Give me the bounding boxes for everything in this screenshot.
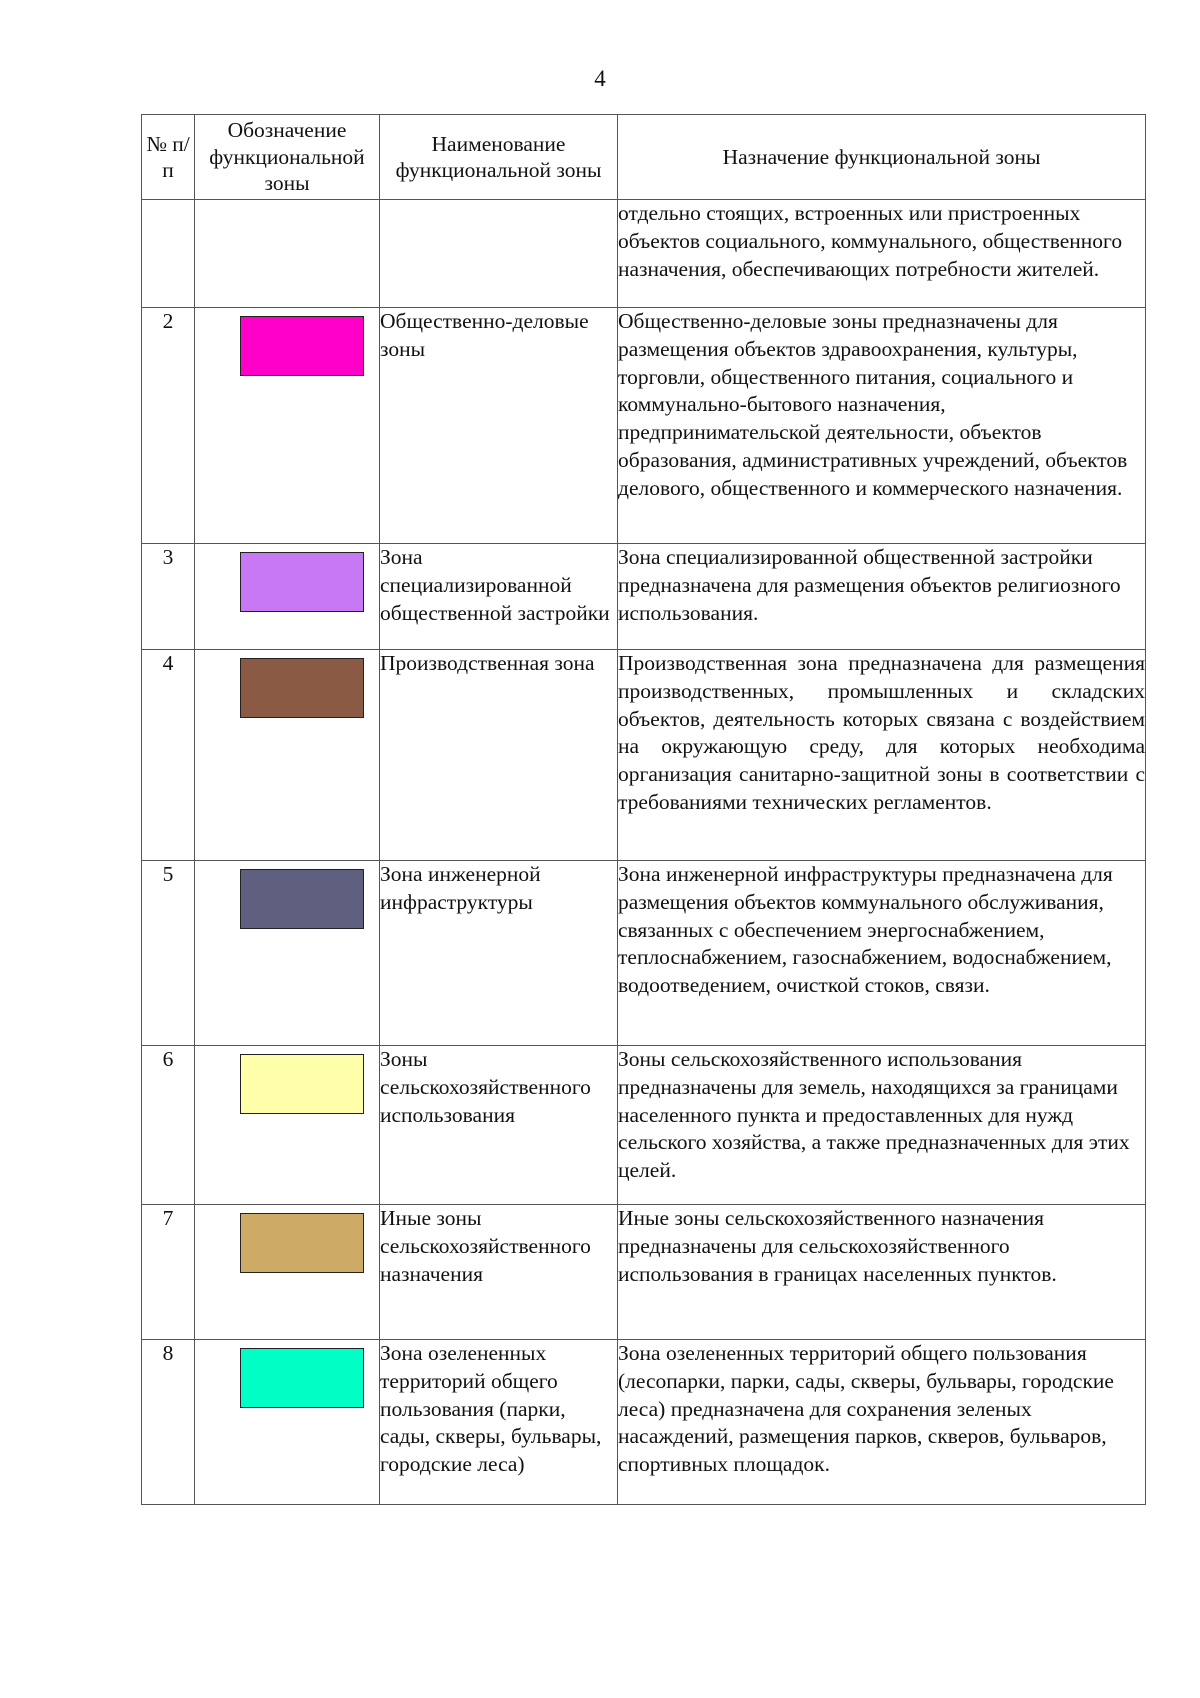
zone-name: Зона инженерной инфраструктуры: [380, 861, 618, 1046]
table-row: [142, 544, 1146, 650]
zone-name: Производственная зона: [380, 650, 618, 861]
table-row: [142, 200, 1146, 308]
table-row: [142, 1340, 1146, 1505]
zone-swatch-cell: [195, 308, 380, 544]
header-name: Наименование функциональной зоны: [380, 115, 618, 200]
zone-swatch-cell: [195, 1046, 380, 1205]
zone-description: Производственная зона предназначена для размещения производственных, промышленных и складских объектов, деятельность которых связана с воздействием на окружающую среду, для которых необходима организация санитарно-защитной зоны в соответствии с требованиями технических регламентов.: [618, 650, 1146, 861]
functional-zones-table: [141, 114, 1146, 1505]
row-number: [142, 200, 195, 308]
zone-color-swatch: [240, 552, 364, 612]
table-body: [142, 200, 1146, 1505]
header-num: № п/п: [142, 115, 195, 200]
zone-swatch-cell: [195, 544, 380, 650]
row-number: 8: [142, 1340, 195, 1505]
row-number: 5: [142, 861, 195, 1046]
zone-color-swatch: [240, 658, 364, 718]
row-number: 6: [142, 1046, 195, 1205]
zone-swatch-cell: [195, 1340, 380, 1505]
zone-color-swatch: [240, 316, 364, 376]
header-purpose: Назначение функциональной зоны: [618, 115, 1146, 200]
header-designation: Обозначение функциональной зоны: [195, 115, 380, 200]
zone-color-swatch: [240, 1213, 364, 1273]
table-row: [142, 1205, 1146, 1340]
zone-description: Зона инженерной инфраструктуры предназначена для размещения объектов коммунального обслуживания, связанных с обеспечением энергоснабжением, теплоснабжением, газоснабжением, водоснабжением, водоотведением, очисткой стоков, связи.: [618, 861, 1146, 1046]
zone-name: Зона специализированной общественной застройки: [380, 544, 618, 650]
table-row: [142, 308, 1146, 544]
zone-name: Зоны сельскохозяйственного использования: [380, 1046, 618, 1205]
row-number: 3: [142, 544, 195, 650]
zone-description: Общественно-деловые зоны предназначены для размещения объектов здравоохранения, культуры, торговли, общественного питания, социального и коммунально-бытового назначения, предпринимательской деятельности, объектов образования, административных учреждений, объектов делового, общественного и коммерческого назначения.: [618, 308, 1146, 544]
zone-description: отдельно стоящих, встроенных или пристроенных объектов социального, коммунального, общественного назначения, обеспечивающих потребности жителей.: [618, 200, 1146, 308]
zone-swatch-cell: [195, 861, 380, 1046]
zone-swatch-cell: [195, 200, 380, 308]
table-row: [142, 1046, 1146, 1205]
table-row: [142, 861, 1146, 1046]
zone-name: Общественно-деловые зоны: [380, 308, 618, 544]
zone-description: Зона специализированной общественной застройки предназначена для размещения объектов религиозного использования.: [618, 544, 1146, 650]
row-number: 4: [142, 650, 195, 861]
page-number: 4: [594, 66, 606, 91]
table-row: [142, 650, 1146, 861]
zone-color-swatch: [240, 1348, 364, 1408]
zone-swatch-cell: [195, 1205, 380, 1340]
zone-name: Зона озелененных территорий общего пользования (парки, сады, скверы, бульвары, городские леса): [380, 1340, 618, 1505]
zone-description: Зона озелененных территорий общего пользования (лесопарки, парки, сады, скверы, бульвары, городские леса) предназначена для сохранения зеленых насаждений, размещения парков, скверов, бульваров, спортивных площадок.: [618, 1340, 1146, 1505]
zone-swatch-cell: [195, 650, 380, 861]
row-number: 7: [142, 1205, 195, 1340]
zone-name: [380, 200, 618, 308]
zone-name: Иные зоны сельскохозяйственного назначения: [380, 1205, 618, 1340]
zone-description: Зоны сельскохозяйственного использования предназначены для земель, находящихся за границами населенного пункта и предоставленных для нужд сельского хозяйства, а также предназначенных для этих целей.: [618, 1046, 1146, 1205]
header-row: [142, 115, 1146, 200]
row-number: 2: [142, 308, 195, 544]
zone-color-swatch: [240, 869, 364, 929]
table-header: [142, 115, 1146, 200]
zone-color-swatch: [240, 1054, 364, 1114]
zone-description: Иные зоны сельскохозяйственного назначения предназначены для сельскохозяйственного использования в границах населенных пунктов.: [618, 1205, 1146, 1340]
